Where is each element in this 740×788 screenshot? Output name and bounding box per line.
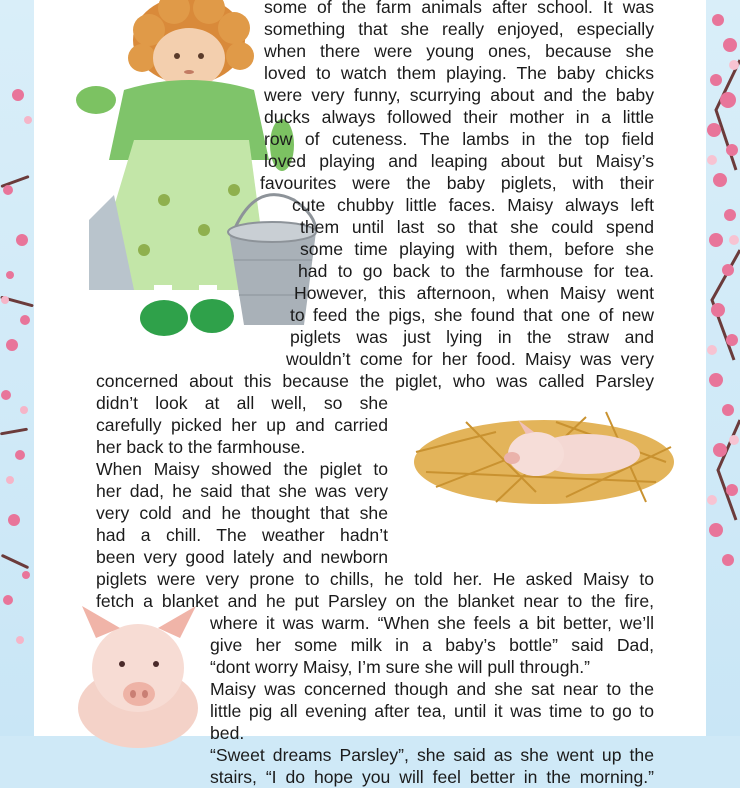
story-line: row of cuteness. The lambs in the top field [264,129,654,149]
story-line: had to go back to the farmhouse for tea. [298,261,654,281]
story-line: something that she really enjoyed, especially [264,19,654,39]
story-line: give her some milk in a baby’s bottle” said Dad, [210,635,654,655]
story-line: where it was warm. “When she feels a bit better, we’ll [210,613,654,633]
story-line: favourites were the baby piglets, with their [260,173,654,193]
story-line: “Sweet dreams Parsley”, she said as she went up the [210,745,654,765]
story-line: were very funny, scurrying about and the baby [264,85,654,105]
story-line: had a chill. The weather hadn’t [96,525,388,545]
story-line: Maisy was concerned though and she sat near to the [210,679,654,699]
standing-piglet-illustration [62,598,214,736]
blossom-border-left [0,0,34,736]
story-line: her back to the farmhouse. [96,437,306,457]
story-line: However, this afternoon, when Maisy went [294,283,654,303]
story-line: concerned about this because the piglet, who was called Parsley [96,371,654,391]
story-line: little pig all evening after tea, until it was time to go to [210,701,654,721]
story-line: some of the farm animals after school. It was [264,0,654,17]
story-line: cute chubby little faces. Maisy always left [292,195,654,215]
story-line: them until last so that she could spend [300,217,654,237]
story-line: piglets was just lying in the straw and [290,327,654,347]
story-line: fetch a blanket and he put Parsley on the blanket near to the fire, [96,591,654,611]
story-line: stairs, “I do hope you will feel better in the morning.” [210,767,654,787]
story-line: been very good lately and newborn [96,547,388,567]
story-line: some time playing with them, before she [300,239,654,259]
story-line: to feed the pigs, she found that one of new [290,305,654,325]
story-line: “dont worry Maisy, I’m sure she will pull through.” [210,657,591,677]
story-line: When Maisy showed the piglet to [96,459,388,479]
story-line: carefully picked her up and carried [96,415,388,435]
story-line: piglets were very prone to chills, he told her. He asked Maisy to [96,569,654,589]
story-line: didn’t look at all well, so she [96,393,388,413]
story-line: ducks always followed their mother in a little [264,107,654,127]
blossom-border-right [706,0,740,736]
story-line: loved to watch them playing. The baby chicks [264,63,654,83]
story-line: her dad, he said that she was very [96,481,388,501]
story-line: wouldn’t come for her food. Maisy was very [286,349,654,369]
story-line: bed. [210,723,245,743]
story-line: when there were young ones, because she [264,41,654,61]
story-line: very cold and he thought that she [96,503,388,523]
piglet-in-straw-illustration [406,392,682,514]
story-page [34,0,706,787]
story-line: loved playing and leaping about but Maisy’s [264,151,654,171]
